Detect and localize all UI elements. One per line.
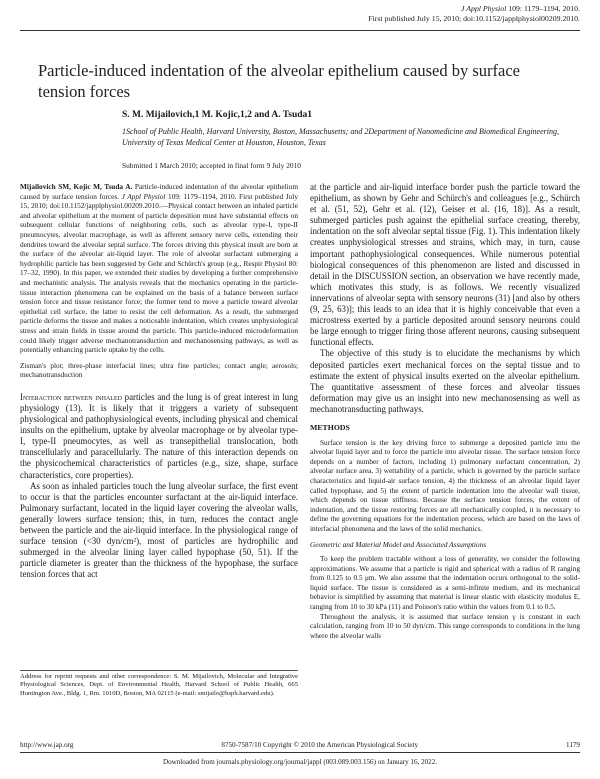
- methods-paragraph-2: To keep the problem tractable without a loss of generality, we consider the following approximations. We assume that a particle is rigid and spherical with a radius of R ranging from 0.125 to 0.5 μm. We also assume that the indentation occurs orthogonal to the solid-liquid surface. The tissue is considered as a semi-infinite medium, and its mechanical behavior is simplified by assuming that material is linear elastic with elasticity modulus E, ranging from 10 to 30 kPa (11) and Poisson's ratio within the values from 0.1 to 0.5.: [310, 554, 580, 612]
- intro-paragraph-1: [20, 392, 298, 481]
- abstract-body: 109: 1179–1194, 2010. First published July 15, 2010; doi:10.1152/japplphysiol.00209.2010.—Physical contact between an inhaled particle and alveolar epithelium at the moment of particle deposition must have substantial effects on subsequent cellular functions of neighboring cells, such as alveolar type-I, type-II pneumocytes, alveolar macrophage, as well as afferent sensory nerve cells, extending their dendrites toward the alveolar septal surface. The forces driving this physical insult are born at the surface of the alveolar air-liquid layer. The role of alveolar surfactant submerging a hydrophilic particle has been suggested by Gehr and Schürch's group (e.g., Respir Physiol 80: 17–32, 1990). In this paper, we extended their studies by developing a further comprehensive and mechanistic analysis. The analysis reveals that the mechanics operating in the particle-tissue interaction phenomena can be explained on the basis of a balance between surface tension force and tissue resistance force; the former tend to move a particle toward alveolar epithelial cell surface, the latter to resist the cell deformation. As a result, the submerged particle deforms the tissue and makes a noticeable indentation, which creates unphysiological stress and strain fields in tissue around the particle. This particle-induced microdeformation could likely trigger adverse mechanotransduction and mechanosensing pathways, as well as potentially enhancing particle uptake by the cells.: [20, 191, 298, 355]
- intro-lead: Interaction between inhaled: [20, 391, 122, 402]
- header-first-published: First published July 15, 2010; doi:10.1152/japplphysiol00209.2010.: [368, 14, 580, 23]
- authors: S. M. Mijailovich,1 M. Kojic,1,2 and A. Tsuda1: [122, 110, 313, 120]
- keywords: Zisman's plot; three-phase interfacial lines; ultra fine particles; contact angle; aerosols; mechanotransduction: [20, 360, 298, 380]
- submission-dates: Submitted 1 March 2010; accepted in final form 9 July 2010: [122, 161, 301, 170]
- left-column: [20, 182, 298, 580]
- footer-rule: [20, 752, 580, 753]
- model-subheading: Geometric and Material Model and Associated Assumptions: [310, 539, 487, 549]
- header-journal: J Appl Physiol: [460, 4, 507, 13]
- page-number: 1179: [566, 741, 580, 749]
- journal-website-link[interactable]: http://www.jap.org: [20, 741, 74, 749]
- journal-header: [368, 4, 580, 24]
- page-footer: [20, 741, 580, 749]
- header-rule: [20, 30, 580, 31]
- article-title: Particle-induced indentation of the alveolar epithelium caused by surface tension forces: [38, 61, 520, 101]
- download-notice: Downloaded from journals.physiology.org/journal/jappl (003.089.003.156) on January 16, 2022.: [162, 758, 438, 766]
- intro-p1: particles and the lung is of great interest in lung physiology (13). It is likely that it triggers a variety of subsequent physiological and pathophysiological events, including physical and chemical insults on the epithelium, uptake by alveolar macrophage or by alveolar type-I, type-II pneumocytes, as well as transepithelial translocation, both transcellularly and paracellularly. The nature of this interaction depends on the physicochemical characteristics of particles (e.g., size, shape, surface characteristics, core properties).: [20, 391, 298, 480]
- header-citation: 109: 1179–1194, 2010.: [508, 4, 580, 13]
- methods-paragraph-1: Surface tension is the key driving force to submerge a deposited particle into the alveolar liquid layer and to force the particle into alveolar tissue. The surface tension force depends on a number of factors, including 1) pulmonary surfactant concentration, 2) alveolar surface area, 3) wettability of a particle, which is governed by the particle surface characteristics and liquid-air surface tension, 4) the thickness of an alveolar liquid layer called hypophase, and 5) the extent of particle indentation into the alveolar wall tissue, which depends on tissue stiffness. Because the surface tension forces, the extent of indentation, and the tissue restoring forces are all mechanically coupled, it is necessary to define the governing equations for the indentation process, which are based on the laws of interfacial phenomena and the laws of the solid mechanics.: [310, 437, 580, 533]
- intro-paragraph-2: As soon as inhaled particles touch the lung alveolar surface, the first event to occur is that the particles encounter surfactant at the air-liquid interface. Pulmonary surfactant, located in the liquid layer covering the alveolar walls, generally lowers surface tension; this, in turn, reduces the contact angle between the particle and the air-liquid interface. In the physiological range of surface tension (<30 dyn/cm²), most of particles are hydrophilic and submerged in the alveolar lining layer called hypophase (50, 51). If the particle diameter is greater than the thickness of the hypophase, the surface tension forces that act: [20, 480, 298, 580]
- right-paragraph-2: The objective of this study is to elucidate the mechanisms by which deposited particles exert mechanical forces on the septal tissue and to estimate the extent of physical insults exerted on the alveolar epithelium. The quantitative assessment of these forces and alveolar tissues deformation may give us an insight into new mechanosensing as well as mechanotransducting pathways.: [310, 348, 580, 414]
- abstract-title: Particle-induced indentation of the alveolar epithelium caused by surface tension forces.: [20, 182, 298, 201]
- right-column: [310, 182, 580, 640]
- abstract: [20, 182, 298, 355]
- abstract-authors: Mijailovich SM, Kojic M, Tsuda A.: [20, 182, 133, 191]
- right-paragraph-1: at the particle and air-liquid interface border push the particle toward the epithelium, as shown by Gehr and Schürch's and colleagues [e.g., Schürch et al. (51, 52), Gehr et al. (12), Geiser et al. (16, 18)]. As a result, submerged particles push against the epithelial surface creating, thereby, indentation on the soft alveolar septal tissue (Fig. 1). This indentation likely creates unphysiological stresses and strains, which may, in turn, cause important pathophysiological consequences. While numerous potential biological consequences of this phenomenon are listed and discussed in detail in the DISCUSSION section, an observation we have recently made, which motivates this study, is as follows. We recently visualized innervations of alveolar septa with sensory neurons (31) [and also by others (9, 25, 63)]; this leads to an idea that it is highly conceivable that even a microstress exerted by a particle deposited around sensory neurons could be large enough to trigger firing those afferent neurons, causing subsequent functional effects.: [310, 182, 580, 348]
- affiliation: 1School of Public Health, Harvard University, Boston, Massachusetts; and 2Department of Nanomedicine and Biomedical Engineering, University of Texas Medical Center at Houston, Houston, Texas: [122, 127, 559, 147]
- correspondence-footnote: Address for reprint requests and other correspondence: S. M. Mijailovich, Molecular and Integrative Physiological Sciences, Dept. of Environmental Health, Harvard School of Public Health, 665 Huntington Ave., Bldg. 1, Rm. 1010D, Boston, MA 02115 (e-mail: smijailo@hsph.harvard.edu).: [20, 670, 298, 698]
- abstract-journal: J Appl Physiol: [121, 191, 166, 201]
- methods-heading: METHODS: [310, 422, 350, 432]
- copyright: 8750-7587/10 Copyright © 2010 the American Physiological Society: [221, 741, 419, 749]
- methods-paragraph-3: Throughout the analysis, it is assumed that surface tension γ is constant in each calculation, ranging from 10 to 50 dyn/cm. This range corresponds to conditions in the lung where the alveolar walls: [310, 611, 580, 640]
